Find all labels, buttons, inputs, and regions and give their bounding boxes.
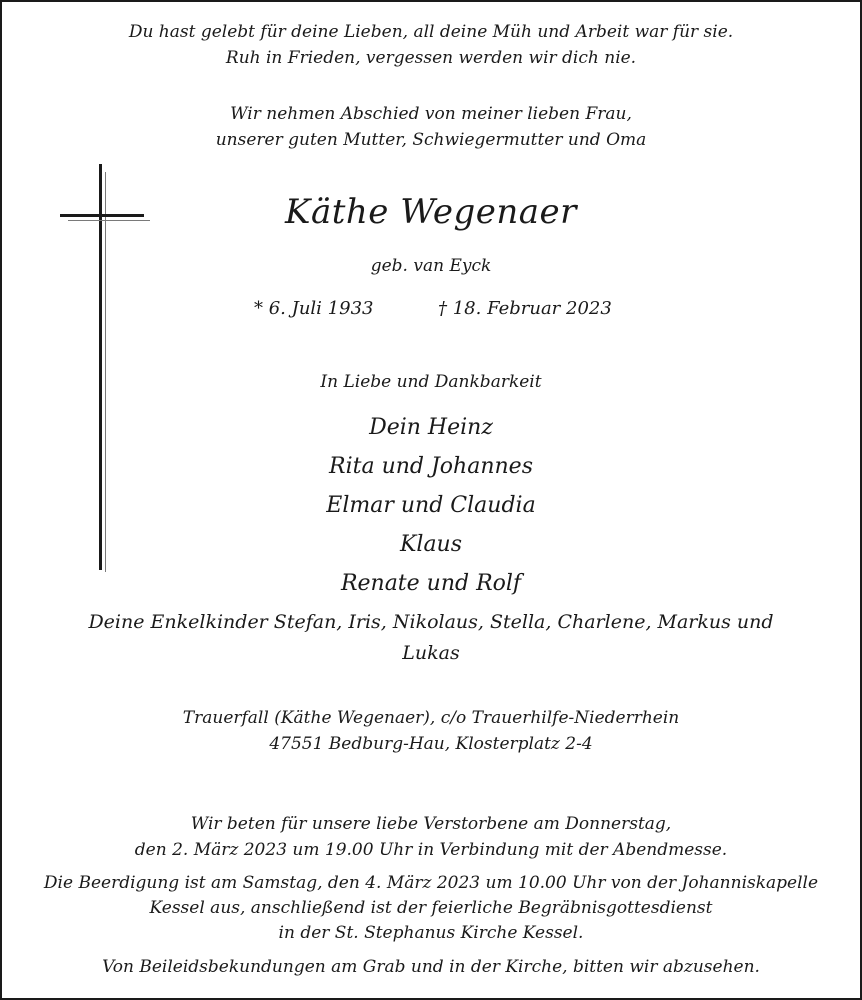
deceased-name: Käthe Wegenaer: [285, 192, 577, 232]
funeral-line-3: in der St. Stephanus Kirche Kessel.: [278, 923, 584, 943]
grandchildren-line-2: Lukas: [402, 642, 460, 664]
mourner-5: Renate und Rolf: [340, 571, 522, 596]
birth-date: * 6. Juli 1933: [254, 298, 374, 319]
dedication: In Liebe und Dankbarkeit: [320, 372, 542, 392]
address-line-1: Trauerfall (Käthe Wegenaer), c/o Trauerhilfe-Niederrhein: [182, 708, 680, 728]
closing-line: Von Beileidsbekundungen am Grab und in der Kirche, bitten wir abzusehen.: [102, 957, 760, 977]
address-line-2: 47551 Bedburg-Hau, Klosterplatz 2-4: [269, 734, 593, 754]
verse-line-1: Du hast gelebt für deine Lieben, all deine Müh und Arbeit war für sie.: [128, 22, 734, 42]
funeral-line-1: Die Beerdigung ist am Samstag, den 4. März 2023 um 10.00 Uhr von der Johanniskapelle: [43, 873, 819, 893]
mourner-4: Klaus: [399, 532, 463, 557]
mourner-3: Elmar und Claudia: [326, 493, 536, 518]
intro-line-2: unserer guten Mutter, Schwiegermutter und Oma: [215, 130, 647, 150]
prayer-line-2: den 2. März 2023 um 19.00 Uhr in Verbindung mit der Abendmesse.: [134, 840, 728, 860]
intro-line-1: Wir nehmen Abschied von meiner lieben Frau,: [230, 104, 632, 124]
verse-line-2: Ruh in Frieden, vergessen werden wir dich nie.: [225, 48, 637, 68]
mourner-2: Rita und Johannes: [329, 454, 533, 479]
maiden-name: geb. van Eyck: [370, 256, 492, 276]
mourner-1: Dein Heinz: [369, 415, 493, 440]
prayer-line-1: Wir beten für unsere liebe Verstorbene am Donnerstag,: [190, 814, 672, 834]
funeral-line-2: Kessel aus, anschließend ist der feierliche Begräbnisgottesdienst: [149, 898, 713, 918]
death-date: † 18. Februar 2023: [438, 298, 612, 319]
grandchildren-line-1: Deine Enkelkinder Stefan, Iris, Nikolaus, Stella, Charlene, Markus und: [88, 611, 774, 633]
